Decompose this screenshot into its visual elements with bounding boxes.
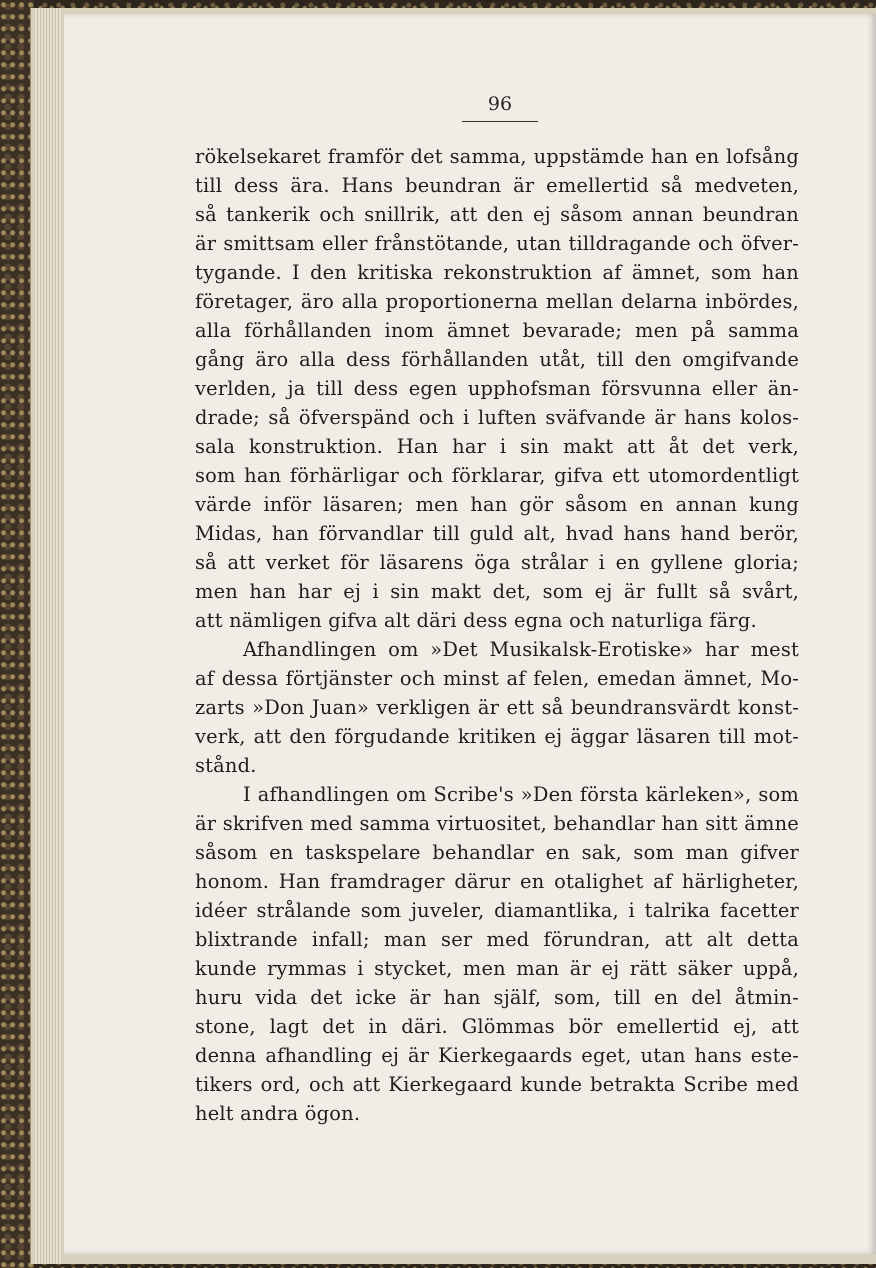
text-line: helt andra ögon. (195, 1102, 361, 1125)
text-line: rökelsekaret framför det samma, uppstämde han en lofsång (195, 145, 799, 168)
text-line: stånd. (195, 754, 257, 777)
text-line: I afhandlingen om Scribe's »Den första kärleken», som (243, 783, 799, 806)
page-number: 96 (462, 93, 538, 122)
text-line: zarts »Don Juan» verkligen är ett så beundransvärdt konst- (195, 696, 799, 719)
text-line: så att verket för läsarens öga strålar i en gyllene gloria; (195, 551, 799, 574)
text-line: blixtrande infall; man ser med förundran, att alt detta (195, 928, 799, 951)
text-line: denna afhandling ej är Kierkegaards eget, utan hans este- (195, 1044, 799, 1067)
text-line: gång äro alla dess förhållanden utåt, till den omgifvande (195, 348, 799, 371)
text-line: tygande. I den kritiska rekonstruktion af ämnet, som han (195, 261, 799, 284)
text-line: värde inför läsaren; men han gör såsom en annan kung (195, 493, 799, 516)
text-line: af dessa förtjänster och minst af felen, emedan ämnet, Mo- (195, 667, 799, 690)
text-line: stone, lagt det in däri. Glömmas bör emellertid ej, att (195, 1015, 799, 1038)
text-line: är skrifven med samma virtuositet, behandlar han sitt ämne (195, 812, 799, 835)
text-line: honom. Han framdrager därur en otalighet af härligheter, (195, 870, 799, 893)
text-line: som han förhärligar och förklarar, gifva ett utomordentligt (195, 464, 799, 487)
text-line: kunde rymmas i stycket, men man är ej rätt säker uppå, (195, 957, 799, 980)
text-line: verk, att den förgudande kritiken ej äggar läsaren till mot- (195, 725, 799, 748)
text-line: så tankerik och snillrik, att den ej såsom annan beundran (195, 203, 799, 226)
text-line: idéer strålande som juveler, diamantlika, i talrika facetter (195, 899, 799, 922)
text-line: drade; så öfverspänd och i luften sväfvande är hans kolos- (195, 406, 799, 429)
text-line: att nämligen gifva alt däri dess egna och naturliga färg. (195, 609, 757, 632)
text-line: såsom en taskspelare behandlar en sak, som man gifver (195, 841, 799, 864)
body-text (195, 142, 799, 1128)
text-line: företager, äro alla proportionerna mellan delarna inbördes, (195, 290, 799, 313)
text-line: är smittsam eller frånstötande, utan tilldragande och öfver- (195, 232, 799, 255)
text-line: sala konstruktion. Han har i sin makt att åt det verk, (195, 435, 799, 458)
text-line: Afhandlingen om »Det Musikalsk-Erotiske» har mest (243, 638, 799, 661)
text-line: tikers ord, och att Kierkegaard kunde betrakta Scribe med (195, 1073, 799, 1096)
text-line: huru vida det icke är han själf, som, till en del åtmin- (195, 986, 799, 1009)
text-line: verlden, ja till dess egen upphofsman försvunna eller än- (195, 377, 799, 400)
text-line: Midas, han förvandlar till guld alt, hvad hans hand berör, (195, 522, 799, 545)
text-line: men han har ej i sin makt det, som ej är fullt så svårt, (195, 580, 799, 603)
text-line: alla förhållanden inom ämnet bevarade; men på samma (195, 319, 799, 342)
marbled-board-edge (0, 0, 34, 1268)
text-line: till dess ära. Hans beundran är emellertid så medveten, (195, 174, 799, 197)
